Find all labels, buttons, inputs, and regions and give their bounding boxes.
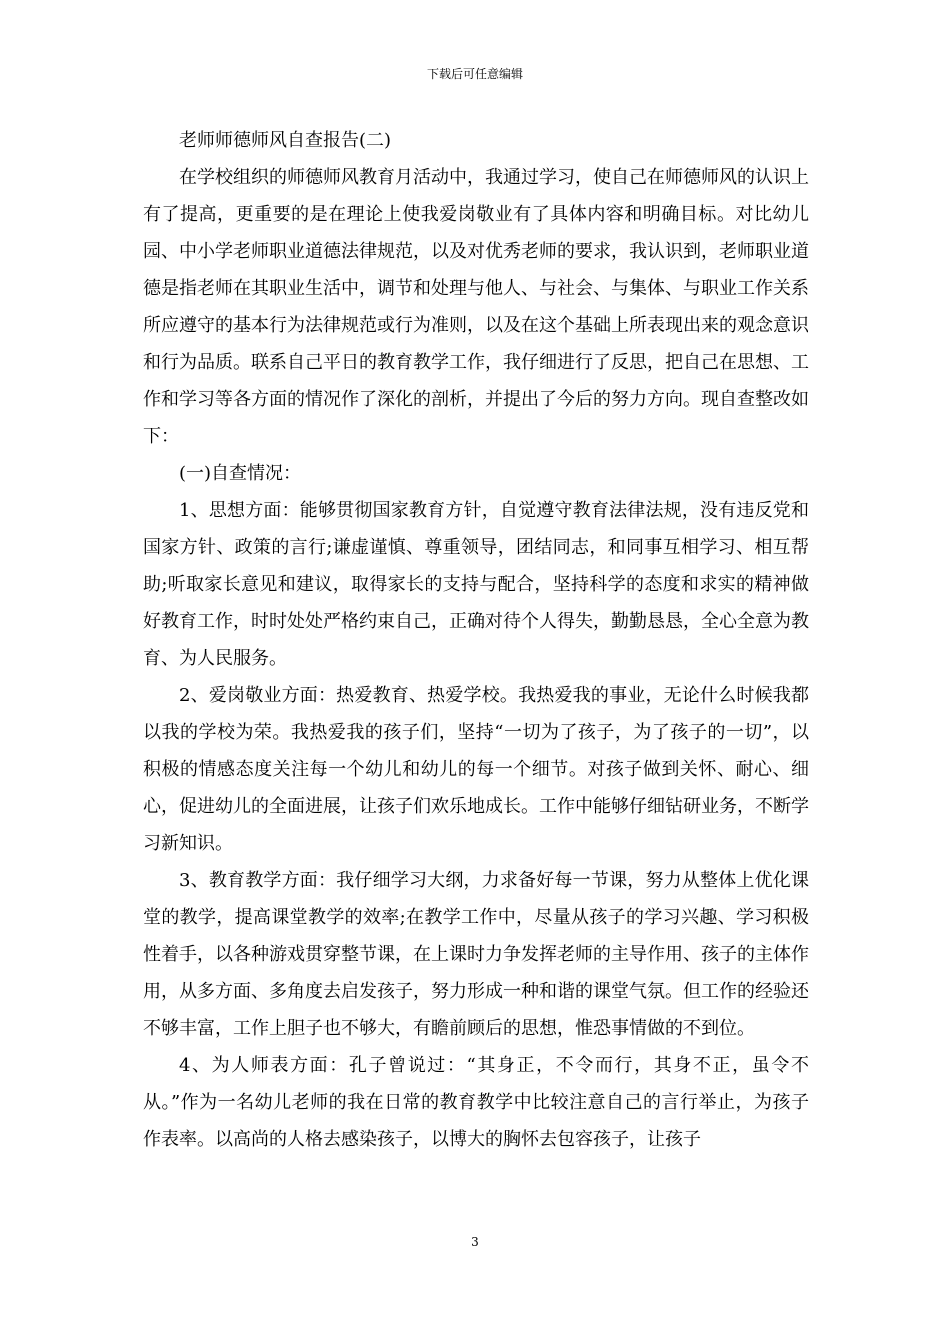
- paragraph-teaching: 3、教育教学方面：我仔细学习大纲，力求备好每一节课，努力从整体上优化课堂的教学，提高课堂教学的效率;在教学工作中，尽量从孩子的学习兴趣、学习积极性着手，以各种游戏贯穿整节课，在上课时力争发挥老师的主导作用、孩子的主体作用，从多方面、多角度去启发孩子，努力形成一种和谐的课堂气氛。但工作的经验还不够丰富，工作上胆子也不够大，有瞻前顾后的思想，惟恐事情做的不到位。: [143, 870, 809, 1039]
- paragraph-dedication: 2、爱岗敬业方面：热爱教育、热爱学校。我热爱我的事业，无论什么时候我都以我的学校为荣。我热爱我的孩子们，坚持“一切为了孩子，为了孩子的一切”，以积极的情感态度关注每一个幼儿和幼儿的每一个细节。对孩子做到关怀、耐心、细心，促进幼儿的全面进展，让孩子们欢乐地成长。工作中能够仔细钻研业务，不断学习新知识。: [143, 685, 809, 854]
- paragraph-role-model: 4、为人师表方面：孔子曾说过：“其身正，不令而行，其身不正，虽令不从。”作为一名幼儿老师的我在日常的教育教学中比较注意自己的言行举止，为孩子作表率。以高尚的人格去感染孩子，以博大的胸怀去包容孩子，让孩子: [143, 1055, 809, 1150]
- document-body: [143, 122, 809, 1158]
- paragraph-thought: 1、思想方面：能够贯彻国家教育方针，自觉遵守教育法律法规，没有违反党和国家方针、政策的言行;谦虚谨慎、尊重领导，团结同志，和同事互相学习、相互帮助;听取家长意见和建议，取得家长的支持与配合，坚持科学的态度和求实的精神做好教育工作，时时处处严格约束自己，正确对待个人得失，勤勤恳恳，全心全意为教育、为人民服务。: [143, 500, 809, 669]
- document-title: 老师师德师风自查报告(二): [179, 130, 392, 151]
- paragraph-intro: 在学校组织的师德师风教育月活动中，我通过学习，使自己在师德师风的认识上有了提高，更重要的是在理论上使我爱岗敬业有了具体内容和明确目标。对比幼儿园、中小学老师职业道德法律规范，以及对优秀老师的要求，我认识到，老师职业道德是指老师在其职业生活中，调节和处理与他人、与社会、与集体、与职业工作关系所应遵守的基本行为法律规范或行为准则，以及在这个基础上所表现出来的观念意识和行为品质。联系自己平日的教育教学工作，我仔细进行了反思，把自己在思想、工作和学习等各方面的情况作了深化的剖析，并提出了今后的努力方向。现自查整改如下：: [143, 167, 809, 447]
- page-header: 下载后可任意编辑: [426, 67, 523, 81]
- page-number: 3: [471, 1235, 479, 1249]
- section-heading: (一)自查情况：: [179, 463, 302, 484]
